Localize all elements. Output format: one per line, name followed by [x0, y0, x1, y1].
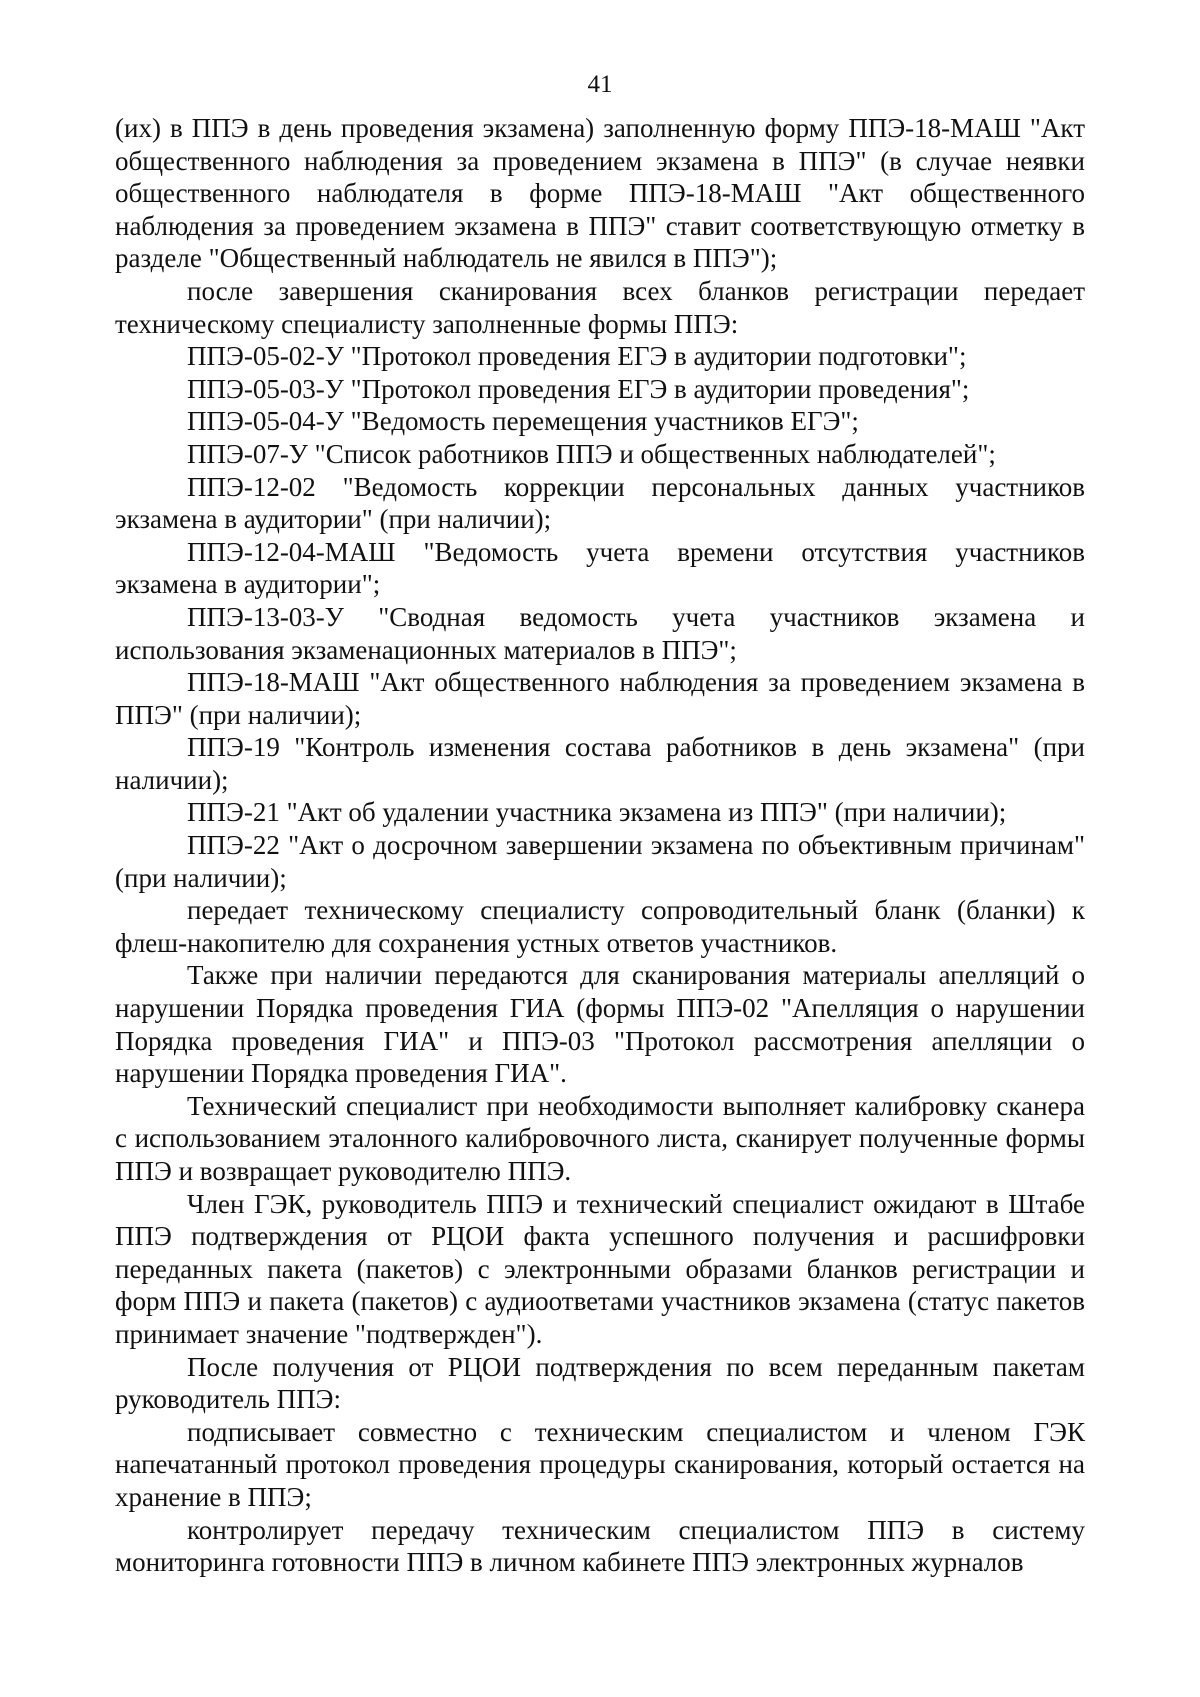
paragraph-signs-protocol: подписывает совместно с техническим специалистом и членом ГЭК напечатанный протокол проведения процедуры сканирования, который остается на хранение в ППЭ;	[115, 1416, 1085, 1512]
paragraph-transfer-blank: передает техническому специалисту сопроводительный бланк (бланки) к флеш-накопителю для сохранения устных ответов участников.	[115, 895, 1085, 958]
list-item-form: ППЭ-07-У "Список работников ППЭ и общественных наблюдателей";	[187, 438, 996, 469]
list-item-form: ППЭ-22 "Акт о досрочном завершении экзамена по объективным причинам" (при наличии);	[115, 830, 1085, 893]
list-item-form: ППЭ-21 "Акт об удалении участника экзамена из ППЭ" (при наличии);	[187, 797, 1007, 828]
list-item-form: ППЭ-05-03-У "Протокол проведения ЕГЭ в аудитории проведения";	[187, 373, 970, 404]
paragraph-continuation: (их) в ППЭ в день проведения экзамена) заполненную форму ППЭ-18-МАШ "Акт общественного наблюдения за проведением экзамена в ППЭ" (в случае неявки общественного наблюдателя в форме ППЭ-18-МАШ "Акт общественного наблюдения за проведением экзамена в ППЭ" ставит соответствующую отметку в разделе "Общественный наблюдатель не явился в ППЭ");	[115, 113, 1085, 274]
paragraph-transfer-forms: после завершения сканирования всех бланков регистрации передает техническому специалисту заполненные формы ППЭ:	[115, 275, 1085, 339]
list-item-form: ППЭ-19 "Контроль изменения состава работников в день экзамена" (при наличии);	[115, 732, 1085, 795]
list-item-form: ППЭ-18-МАШ "Акт общественного наблюдения за проведением экзамена в ППЭ" (при наличии);	[115, 667, 1085, 730]
page-number: 41	[587, 71, 613, 98]
paragraph-after-confirmation: После получения от РЦОИ подтверждения по всем переданным пакетам руководитель ППЭ:	[115, 1351, 1085, 1415]
paragraph-appeals: Также при наличии передаются для сканирования материалы апелляций о нарушении Порядка проведения ГИА (формы ППЭ-02 "Апелляция о нарушении Порядка проведения ГИА" и ППЭ-03 "Протокол рассмотрения апелляции о нарушении Порядка проведения ГИА".	[115, 960, 1085, 1089]
paragraph-gek-waiting: Член ГЭК, руководитель ППЭ и технический специалист ожидают в Штабе ППЭ подтверждения от РЦОИ факта успешного получения и расшифровки переданных пакета (пакетов) с электронными образами бланков регистрации и форм ППЭ и пакета (пакетов) с аудиоответами участников экзамена (статус пакетов принимает значение "подтвержден").	[115, 1188, 1085, 1349]
list-item-form: ППЭ-12-04-МАШ "Ведомость учета времени отсутствия участников экзамена в аудитории";	[115, 536, 1085, 600]
document-body	[115, 112, 1085, 1579]
list-item-form: ППЭ-12-02 "Ведомость коррекции персональных данных участников экзамена в аудитории" (при наличии);	[115, 471, 1085, 535]
paragraph-technical-specialist: Технический специалист при необходимости выполняет калибровку сканера с использованием эталонного калибровочного листа, сканирует полученные формы ППЭ и возвращает руководителю ППЭ.	[115, 1090, 1085, 1186]
paragraph-controls-transfer: контролирует передачу техническим специалистом ППЭ в систему мониторинга готовности ППЭ в личном кабинете ППЭ электронных журналов	[115, 1514, 1085, 1578]
list-item-form: ППЭ-13-03-У "Сводная ведомость учета участников экзамена и использования экзаменационных материалов в ППЭ";	[115, 601, 1085, 665]
list-item-form: ППЭ-05-02-У "Протокол проведения ЕГЭ в аудитории подготовки";	[187, 341, 967, 372]
list-item-form: ППЭ-05-04-У "Ведомость перемещения участников ЕГЭ";	[187, 406, 859, 437]
